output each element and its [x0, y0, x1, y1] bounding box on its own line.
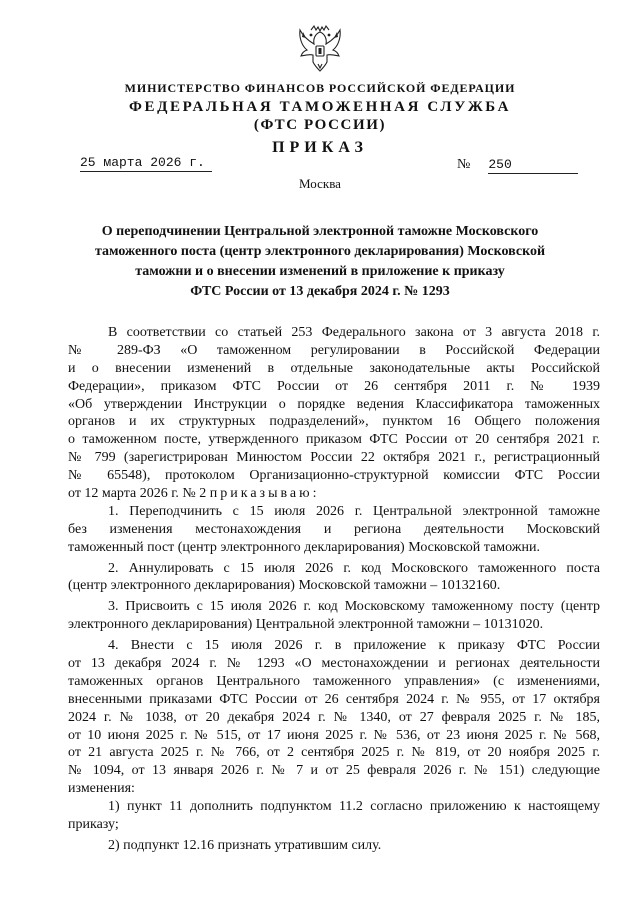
text-line: Федерации», приказом ФТС России от 26 сентября 2011 г. № 1939 [68, 378, 600, 394]
text-line: внесенными приказами ФТС России от 26 сентября 2024 г. № 955, от 17 октября [68, 691, 600, 707]
text-line: органов и их структурных подразделений», пунктом 16 Общего положения [68, 414, 600, 430]
document-body [68, 324, 600, 855]
text-line: электронного декларирования) Центральной электронной таможни – 10131020. [68, 617, 544, 633]
text-line: «Об утверждении Инструкции о порядке ведения Классификатора таможенных [68, 396, 600, 412]
title-line: ФТС России от 13 декабря 2024 г. № 1293 [190, 284, 450, 299]
text-line: и о внесении изменений в отдельные законодательные акты Российской [68, 360, 600, 376]
text-line: 4. Внести с 15 июля 2026 г. в приложение к приказу ФТС России [108, 638, 600, 654]
text-line: без изменения местонахождения и региона деятельности Московский [68, 521, 600, 537]
text-line: о таможенном посте, утвержденного приказом ФТС России от 20 сентября 2021 г. [68, 432, 600, 448]
text-line: 2024 г. № 1038, от 20 декабря 2024 г. № 1340, от 27 февраля 2025 г. № 185, [68, 709, 600, 725]
text-line: 2. Аннулировать с 15 июля 2026 г. код Московского таможенного поста [108, 560, 600, 576]
service-short-name: (ФТС РОССИИ) [253, 117, 387, 133]
text-line: таможенный пост (центр электронного декларирования) Московской таможни. [68, 539, 540, 555]
text-line: от 21 августа 2025 г. № 766, от 2 сентября 2025 г. № 819, от 20 ноября 2025 г. [68, 745, 600, 761]
order-word: приказываю: [209, 486, 320, 502]
text-line: № 65548), протоколом Организационно-структурной комиссии ФТС России [68, 468, 600, 484]
number-sign: № [457, 157, 471, 172]
text-line: таможенных органов Центрального таможенного управления» (с изменениями, [68, 673, 600, 689]
document-title [72, 222, 568, 302]
text-line: от 13 декабря 2024 г. № 1293 «О местонахождении и регионах деятельности [68, 656, 600, 672]
text-line [68, 485, 600, 503]
text-line: изменения: [68, 781, 135, 797]
coat-of-arms-icon [297, 24, 343, 74]
document-date: 25 марта 2026 г. [80, 155, 212, 172]
text-line: 3. Присвоить с 15 июля 2026 г. код Московскому таможенному посту (центр [108, 599, 600, 615]
service-name: ФЕДЕРАЛЬНАЯ ТАМОЖЕННАЯ СЛУЖБА [128, 99, 512, 115]
title-line: таможни и о внесении изменений в приложение к приказу [135, 264, 505, 279]
text-line: (центр электронного декларирования) Московской таможни – 10132160. [68, 578, 501, 594]
text-line: 1. Переподчинить с 15 июля 2026 г. Центральной электронной таможне [108, 503, 600, 519]
document-type: ПРИКАЗ [272, 139, 368, 156]
document-number [457, 155, 585, 174]
text-line: приказу; [68, 817, 119, 833]
document-city: Москва [299, 176, 341, 191]
text-line: № 289-ФЗ «О таможенном регулировании в Российской Федерации [68, 342, 600, 358]
preamble-end: от 12 марта 2026 г. № 2 [68, 486, 207, 502]
text-line: 2) подпункт 12.16 признать утратившим силу. [108, 837, 382, 853]
text-line: № 1094, от 13 января 2026 г. № 7 и от 25 февраля 2026 г. № 151) следующие [68, 763, 600, 779]
number-value: 250 [488, 157, 578, 174]
text-line: 1) пункт 11 дополнить подпунктом 11.2 согласно приложению к настоящему [108, 799, 600, 815]
ministry-name: МИНИСТЕРСТВО ФИНАНСОВ РОССИЙСКОЙ ФЕДЕРАЦИИ [124, 81, 516, 95]
text-line: В соответствии со статьей 253 Федерального закона от 3 августа 2018 г. [108, 325, 600, 340]
title-line: таможенного поста (центр электронного декларирования) Московской [94, 244, 546, 259]
title-line: О переподчинении Центральной электронной таможне Московского [101, 224, 539, 239]
text-line: от 10 июня 2025 г. № 515, от 17 июня 2025 г. № 536, от 23 июня 2025 г. № 568, [68, 727, 600, 743]
text-line: № 799 (зарегистрирован Минюстом России 22 октября 2021 г., регистрационный [68, 450, 600, 466]
